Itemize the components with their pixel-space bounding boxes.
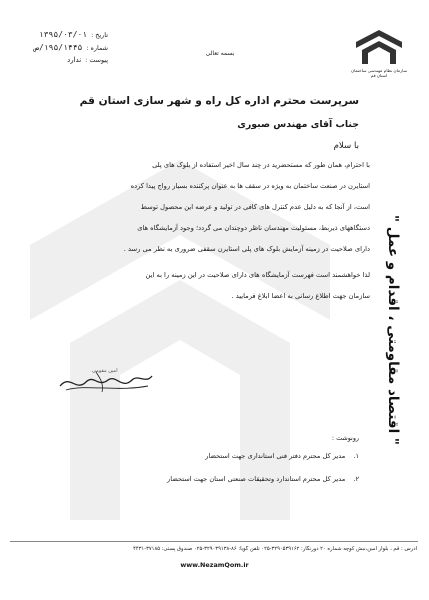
number-value: ۱۹۵/۱۴۴۵/ص xyxy=(34,43,83,52)
greeting: با سلام xyxy=(333,141,359,151)
cc-item xyxy=(167,475,359,483)
cc-text: مدیر کل محترم دفتر فنی استانداری جهت استحضار xyxy=(205,452,346,460)
footer-divider xyxy=(10,541,418,542)
meta-attachment-row xyxy=(22,56,108,69)
cc-number: ۲. xyxy=(353,475,359,483)
attachment-label: پیوست : xyxy=(85,56,108,64)
meta-number-row xyxy=(22,43,108,56)
cc-text: مدیر کل محترم استاندارد وتحقیقات صنعتی استان جهت استحضار xyxy=(167,475,346,483)
basmala: بسمه تعالی xyxy=(205,50,235,57)
date-label: تاریخ : xyxy=(91,31,108,39)
building-logo-icon xyxy=(354,28,404,66)
body-line: استایرن در صنعت ساختمان به ویژه در سقف ها به عنوان پرکننده بسیار رواج پیدا کرده xyxy=(130,182,370,190)
cc-item xyxy=(205,452,359,460)
footer-address: آدرس : قم ، بلوار امین،نبش کوچه شماره ۲۰ دورنگار: ۳۲۹۰۵۳۹۱۶۲-۰۲۵ تلفن گویا: ۸۶-۳۲۹۰۳۹۱۳۸-۰۲۵ صندوق پستی: ۳۷۱۸۵-۴۴۳۱ xyxy=(133,546,417,552)
recipient-name: جناب آقای مهندس صبوری xyxy=(237,119,359,130)
recipient-title: سرپرست محترم اداره کل راه و شهر سازی استان قم xyxy=(79,95,359,107)
signature-name: امین مقومی xyxy=(92,368,118,374)
body-line: با احترام، همان طور که مستحضرید در چند سال اخیر استفاده از بلوک های پلی xyxy=(152,161,370,169)
body-line: دارای صلاحیت در زمینه آزمایش بلوک های پلی استایرن سقفی ضروری به نظر می رسد . xyxy=(123,245,370,253)
body-line: است، از آنجا که به دلیل عدم کنترل های کافی در تولید و عرضه این محصول توسط xyxy=(140,203,370,211)
meta-date-row xyxy=(22,30,108,43)
attachment-value: ندارد xyxy=(67,56,82,64)
logo-caption: سازمان نظام مهندسی ساختمان استان قم xyxy=(351,68,407,78)
letter-meta xyxy=(22,30,108,69)
date-value: ۱۳۹۵/۰۳/۰۱ xyxy=(38,30,88,39)
handwritten-signature xyxy=(56,362,156,398)
slogan-vertical xyxy=(377,195,409,465)
cc-label: رونوشت : xyxy=(331,434,359,442)
footer-website: www.NezamQom.ir xyxy=(180,561,249,569)
body-line: دستگاههای ذیربط، مسئولیت مهندسان ناظر دوچندان می گردد؛ وجود آزمایشگاه های xyxy=(137,224,370,232)
number-label: شماره : xyxy=(86,44,108,52)
body-line: سازمان جهت اطلاع رسانی به اعضا ابلاغ فرمایید . xyxy=(231,292,370,300)
body-line: لذا خواهشمند است فهرست آزمایشگاه های دارای صلاحیت در این زمینه را به این xyxy=(145,271,370,279)
slogan-text: " اقتصاد مقاومتی ، اقدام و عمل " xyxy=(385,215,401,445)
organization-logo xyxy=(346,28,412,88)
cc-number: ۱. xyxy=(353,452,359,460)
